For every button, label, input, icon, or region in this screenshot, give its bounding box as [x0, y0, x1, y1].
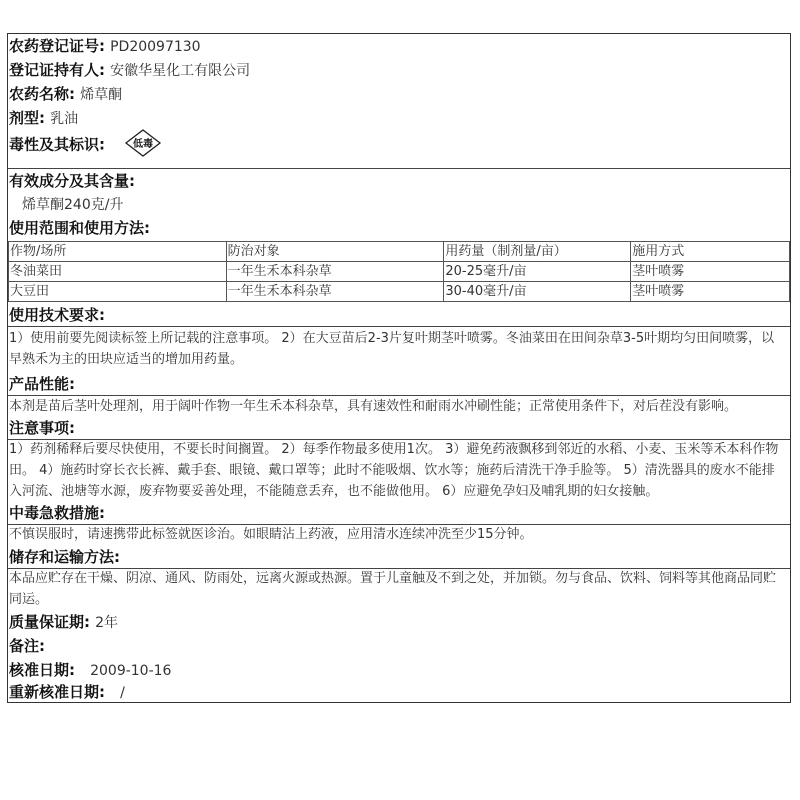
usage-cell: 一年生禾本科杂草 — [226, 282, 444, 302]
notes-label: 备注: — [9, 637, 45, 655]
warranty-value: 2年 — [95, 615, 119, 631]
usage-cell: 20-25毫升/亩 — [444, 262, 631, 282]
warranty-row — [8, 610, 790, 634]
name-value: 烯草酮 — [80, 87, 123, 103]
usage-cell: 茎叶喷雾 — [631, 262, 790, 282]
holder-value: 安徽华星化工有限公司 — [110, 63, 251, 79]
reapproval-value: / — [120, 685, 125, 701]
name-row — [8, 82, 790, 106]
firstaid-text: 不慎误服时，请速携带此标签就医诊治。如眼睛沾上药液，应用清水连续冲洗至少15分钟。 — [9, 527, 533, 542]
table-row — [9, 262, 790, 282]
performance-heading-row — [8, 372, 790, 396]
warranty-label: 质量保证期: — [9, 613, 90, 631]
table-row — [9, 282, 790, 302]
usage-header-method: 施用方式 — [631, 242, 790, 262]
formulation-label: 剂型: — [9, 109, 45, 127]
name-label: 农药名称: — [9, 85, 75, 103]
holder-label: 登记证持有人: — [9, 61, 105, 79]
technique-text: 1）使用前要先阅读标签上所记载的注意事项。 2）在大豆苗后2-3片复叶期茎叶喷雾。冬油菜田在田间杂草3-5叶期均匀田间喷雾，以早熟禾为主的田块应适当的增加用药量。 — [9, 331, 775, 367]
approval-label: 核准日期: — [9, 661, 75, 679]
usage-header-dosage: 用药量（制剂量/亩） — [444, 242, 631, 262]
ingredient-label: 有效成分及其含量: — [9, 172, 135, 190]
storage-label: 储存和运输方法: — [9, 548, 120, 566]
registration-row — [8, 34, 790, 58]
performance-label: 产品性能: — [9, 375, 75, 393]
performance-text: 本剂是苗后茎叶处理剂，用于阔叶作物一年生禾本科杂草，具有速效性和耐雨水冲刷性能；正常使用条件下，对后茬没有影响。 — [9, 399, 738, 414]
formulation-row — [8, 106, 790, 130]
technique-label: 使用技术要求: — [9, 306, 105, 324]
usage-header-crop: 作物/场所 — [9, 242, 227, 262]
usage-label: 使用范围和使用方法: — [9, 219, 150, 237]
usage-cell: 30-40毫升/亩 — [444, 282, 631, 302]
precautions-heading-row — [8, 416, 790, 440]
registration-label: 农药登记证号: — [9, 37, 105, 55]
precautions-label: 注意事项: — [9, 419, 75, 437]
registration-value: PD20097130 — [110, 39, 201, 55]
storage-heading-row — [8, 545, 790, 569]
low-toxicity-diamond-icon — [124, 128, 162, 158]
formulation-value: 乳油 — [50, 111, 79, 127]
usage-header-target: 防治对象 — [226, 242, 444, 262]
ingredient-value: 烯草酮240克/升 — [22, 197, 124, 213]
usage-header-row — [9, 242, 790, 262]
usage-cell: 大豆田 — [9, 282, 227, 302]
approval-value: 2009-10-16 — [90, 663, 172, 679]
pesticide-label-sheet — [7, 33, 791, 703]
usage-cell: 茎叶喷雾 — [631, 282, 790, 302]
reapproval-row — [8, 680, 790, 704]
ingredient-value-row — [8, 192, 790, 216]
approval-row — [8, 658, 790, 682]
ingredient-row — [8, 169, 790, 193]
firstaid-heading-row — [8, 501, 790, 525]
usage-heading-row — [8, 216, 790, 240]
storage-text: 本品应贮存在干燥、阴凉、通风、防雨处，远离火源或热源。置于儿童触及不到之处，并加锁。勿与食品、饮料、饲料等其他商品同贮同运。 — [9, 571, 777, 607]
precautions-text: 1）药剂稀释后要尽快使用，不要长时间搁置。 2）每季作物最多使用1次。 3）避免药液飘移到邻近的水稻、小麦、玉米等禾本科作物田。 4）施药时穿长衣长裤、戴手套、眼镜、戴口罩等；此时不能吸烟、饮水等；施药后清洗干净手脸等。 5）清洗器具的废水不能排入河流、池塘等水源，废弃物要妥善处理，不能随意丢弃，也不能做他用。 6）应避免孕妇及哺乳期的妇女接触。 — [9, 442, 779, 499]
toxicity-badge-text: 低毒 — [133, 139, 154, 150]
divider — [8, 326, 790, 327]
usage-table — [8, 241, 790, 302]
holder-row — [8, 58, 790, 82]
usage-cell: 一年生禾本科杂草 — [226, 262, 444, 282]
firstaid-label: 中毒急救措施: — [9, 504, 105, 522]
notes-row — [8, 634, 790, 658]
technique-heading-row — [8, 303, 790, 327]
usage-cell: 冬油菜田 — [9, 262, 227, 282]
toxicity-row — [8, 130, 790, 166]
reapproval-label: 重新核准日期: — [9, 683, 105, 701]
toxicity-label: 毒性及其标识: — [9, 135, 105, 154]
